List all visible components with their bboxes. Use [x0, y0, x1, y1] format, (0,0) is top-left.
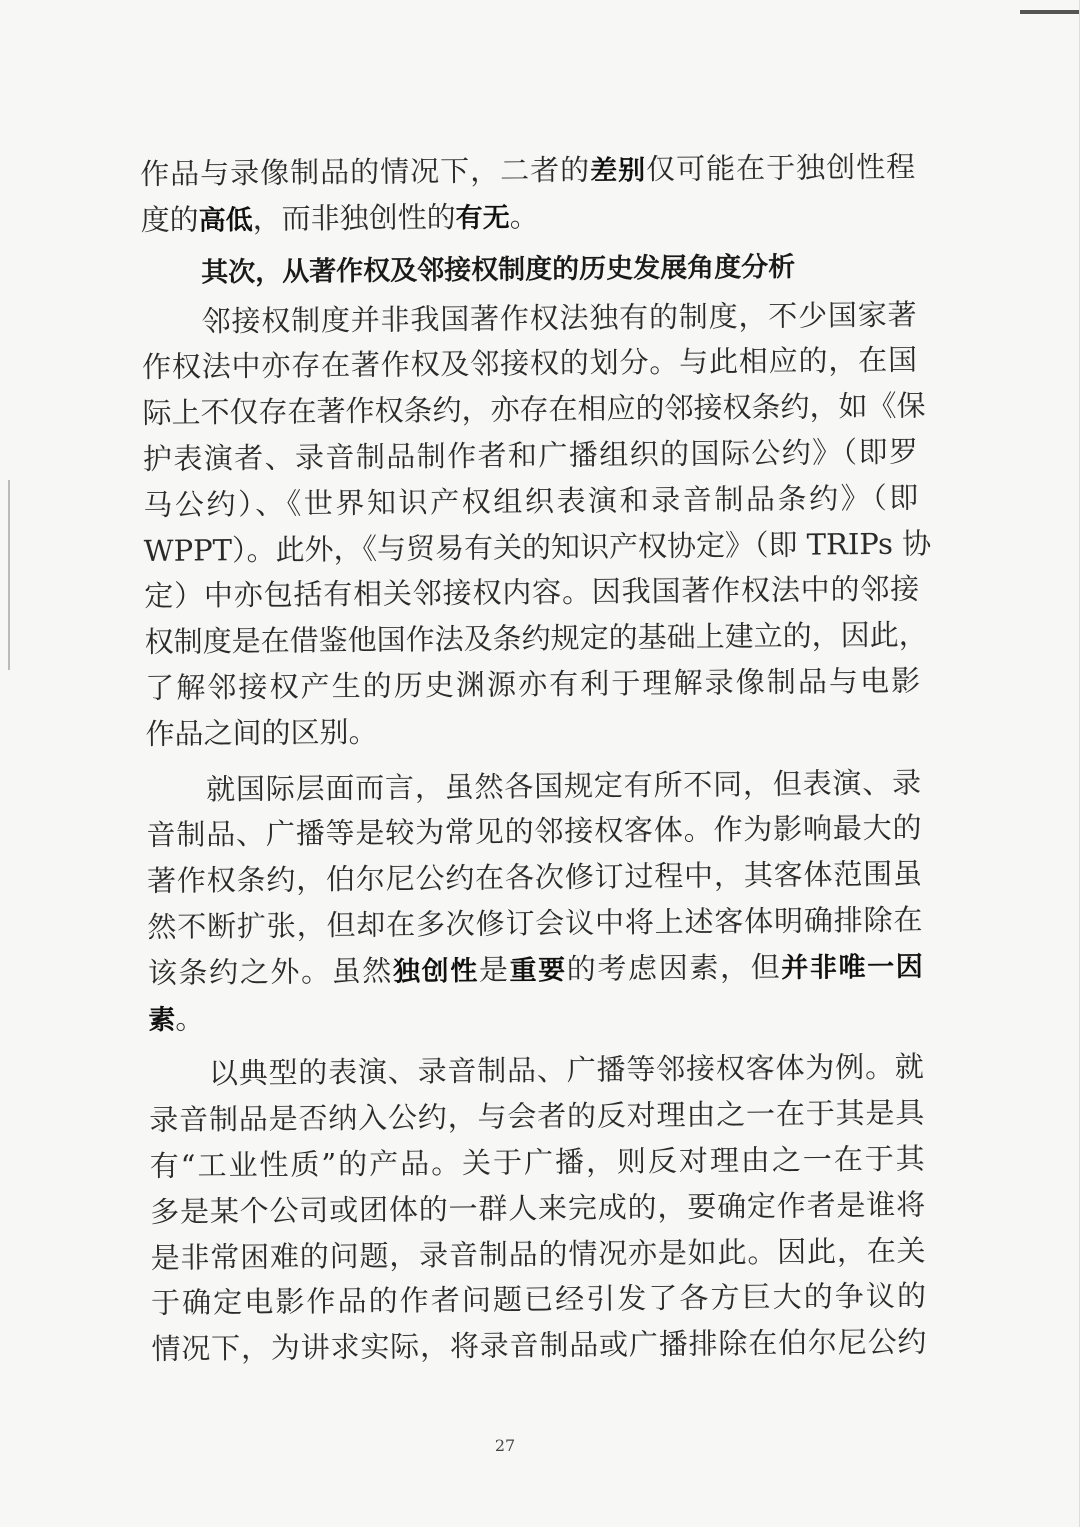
- text-run: 了解邻接权产生的历史渊源亦有利于理解录像制品与电影: [144, 663, 921, 705]
- text-line: [151, 1320, 926, 1373]
- text-run: 护表演者、录音制品制作者和广播组织的国际公约》（即罗: [142, 434, 919, 476]
- text-run: 作品之间的区别。: [145, 714, 378, 751]
- text-run: 权制度是在借鉴他国作法及条约规定的基础上建立的，因此，: [144, 617, 928, 660]
- text-line: [140, 190, 915, 243]
- text-run: 的考虑因素，但: [566, 949, 782, 986]
- text-run: 著作权条约，伯尔尼公约在各次修订过程中，其客体范围虽: [146, 856, 923, 899]
- text-line: [151, 1274, 926, 1327]
- text-run: 该条约之外。虽然: [147, 953, 394, 990]
- text-run: 是非常困难的问题，录音制品的情况亦是如此。因此，在关: [150, 1233, 926, 1275]
- bold-text: 并非唯一因: [781, 951, 923, 984]
- text-run: 然不断扩张，但却在多次修订会议中将上述客体明确排除在: [147, 902, 923, 944]
- text-line: [149, 1091, 924, 1144]
- text-line: [148, 943, 923, 996]
- text-line: [142, 338, 917, 391]
- text-run: 就国际层面而言，虽然各国规定有所不同，但表演、录: [205, 765, 922, 806]
- scan-edge-shadow: [8, 480, 10, 670]
- document-body: [140, 145, 932, 1373]
- text-run: 情况下，为讲求实际，将录音制品或广播排除在伯尔尼公约: [151, 1324, 927, 1367]
- text-line: [147, 852, 922, 905]
- text-run: 际上不仅存在著作权条约，亦存在相应的邻接权条约，如《保: [142, 388, 926, 431]
- scan-corner-mark: [1020, 10, 1080, 14]
- text-line: [143, 521, 932, 574]
- text-run: WPPT）。此外，《与贸易有关的知识产权协定》（即 TRIPs 协: [143, 526, 932, 568]
- text-run: 。: [175, 1000, 205, 1036]
- text-line: [148, 989, 923, 1042]
- text-line: [146, 760, 921, 813]
- bold-text: 素: [148, 1004, 176, 1036]
- text-line: [145, 659, 920, 712]
- text-run: 马公约）、《世界知识产权组织表演和录音制品条约》（即: [143, 480, 919, 522]
- text-run: 度的: [140, 202, 199, 237]
- text-line: [149, 1045, 924, 1098]
- text-line: [150, 1136, 925, 1189]
- text-run: ，而非独创性的: [252, 199, 456, 236]
- bold-text: 重要: [509, 954, 567, 987]
- text-line: [146, 806, 921, 859]
- text-run: 音制品、广播等是较为常见的邻接权客体。作为影响最大的: [146, 810, 922, 853]
- text-run: 作权法中亦存在著作权及邻接权的划分。与此相应的，在国: [141, 342, 918, 385]
- text-line: [143, 475, 918, 528]
- text-run: 有“工业性质”的产品。关于广播，则反对理由之一在于其: [149, 1141, 925, 1183]
- bold-text: 独创性: [392, 955, 480, 988]
- text-run: 多是某个公司或团体的一群人来完成的，要确定作者是谁将: [150, 1187, 926, 1229]
- text-line: [144, 613, 928, 666]
- text-run: 于确定电影作品的作者问题已经引发了各方巨大的争议的: [150, 1278, 927, 1321]
- bold-text: 有无: [455, 202, 510, 234]
- text-run: 作品与录像制品的情况下，二者的: [140, 152, 591, 191]
- text-run: 。: [509, 198, 539, 234]
- text-run: 邻接权制度并非我国著作权法独有的制度，不少国家著: [201, 297, 917, 339]
- bold-text: 高低: [198, 204, 253, 237]
- page-number: 27: [494, 1436, 516, 1455]
- text-run: 定）中亦包括有相关邻接权内容。因我国著作权法中的邻接: [144, 571, 920, 614]
- text-line: [147, 897, 922, 950]
- text-run: 是: [478, 952, 510, 987]
- text-line: [143, 430, 918, 483]
- text-line: [140, 145, 915, 198]
- section-heading: 其次，从著作权及邻接权制度的历史发展角度分析: [201, 251, 796, 289]
- text-run: 录音制品是否纳入公约，与会者的反对理由之一在于其是具: [149, 1095, 925, 1138]
- text-line: [141, 292, 916, 345]
- text-line: [144, 567, 919, 620]
- bold-text: 差别: [590, 155, 647, 187]
- text-line: [142, 384, 926, 437]
- text-run: 仅可能在于独创性程: [646, 149, 916, 187]
- text-run: 以典型的表演、录音制品、广播等邻接权客体为例。就: [208, 1049, 924, 1091]
- text-line: [150, 1182, 925, 1235]
- text-line: [150, 1228, 925, 1281]
- text-line: [145, 704, 920, 757]
